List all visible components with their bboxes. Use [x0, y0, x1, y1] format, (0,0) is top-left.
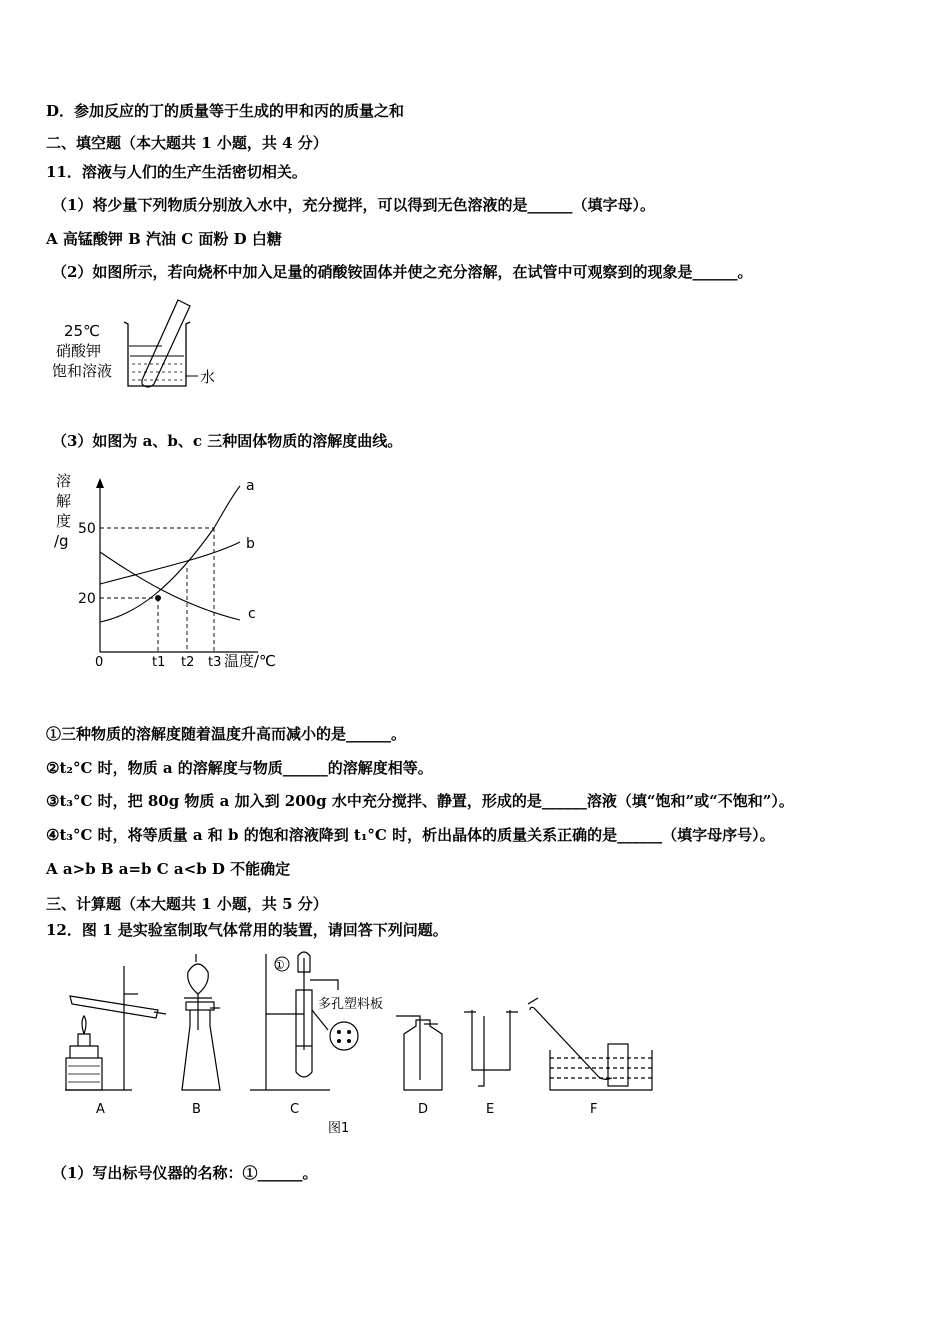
question-12-part-1: （1）写出标号仪器的名称：①______。	[52, 1164, 318, 1182]
curve-b	[100, 542, 240, 584]
apparatus-b	[182, 954, 220, 1090]
question-11-sub-2: ②t₂°C 时，物质 a 的溶解度与物质______的溶解度相等。	[46, 759, 433, 777]
label-c: C	[290, 1102, 300, 1117]
series-label-c: c	[248, 606, 256, 622]
beaker-figure	[50, 298, 240, 398]
apparatus-f	[528, 998, 652, 1090]
x-axis-label: 温度/℃	[224, 652, 276, 670]
x-tick-t2: t2	[181, 655, 195, 670]
label-f: F	[590, 1102, 598, 1117]
series-label-a: a	[246, 478, 255, 494]
x-tick-t1: t1	[152, 655, 166, 670]
question-11-part-1-options: A 高锰酸钾 B 汽油 C 面粉 D 白糖	[46, 230, 282, 248]
ylabel-char-2: 解	[56, 492, 72, 510]
question-11-title: 11．溶液与人们的生产生活密切相关。	[46, 163, 307, 181]
solubility-chart	[48, 466, 298, 676]
question-12-title: 12．图 1 是实验室制取气体常用的装置，请回答下列问题。	[46, 921, 448, 939]
beaker-solute-label: 硝酸钾	[56, 342, 102, 360]
question-11-sub-3: ③t₃°C 时，把 80g 物质 a 加入到 200g 水中充分搅拌、静置，形成的是______溶液（填“饱和”或“不饱和”）。	[46, 792, 794, 810]
question-11-part-1: （1）将少量下列物质分别放入水中，充分搅拌，可以得到无色溶液的是______（填字母）。	[52, 196, 655, 214]
x-tick-t3: t3	[208, 655, 222, 670]
question-11-sub-4-options: A a>b B a=b C a<b D 不能确定	[46, 860, 291, 878]
origin-label: 0	[95, 655, 104, 670]
apparatus-e	[464, 1010, 518, 1086]
question-11-part-3: （3）如图为 a、b、c 三种固体物质的溶解度曲线。	[52, 432, 403, 450]
question-11-part-2: （2）如图所示，若向烧杯中加入足量的硝酸铵固体并使之充分溶解，在试管中可观察到的现象是______。	[52, 263, 753, 281]
figure-caption: 图1	[328, 1121, 350, 1136]
option-d: D．参加反应的丁的质量等于生成的甲和丙的质量之和	[46, 102, 405, 120]
porous-plate-holes	[337, 1030, 351, 1043]
question-11-sub-4: ④t₃°C 时，将等质量 a 和 b 的饱和溶液降到 t₁°C 时，析出晶体的质量关系正确的是______（填字母序号）。	[46, 826, 775, 844]
water-label: 水	[200, 368, 216, 386]
plate-label: 多孔塑料板	[318, 997, 384, 1012]
label-d: D	[418, 1102, 429, 1117]
apparatus-d	[396, 1016, 442, 1090]
question-11-sub-1: ①三种物质的溶解度随着温度升高而减小的是______。	[46, 725, 407, 743]
ylabel-char-4: /g	[54, 532, 69, 550]
label-e: E	[486, 1102, 495, 1117]
label-a: A	[96, 1102, 105, 1117]
curve-c	[100, 552, 240, 620]
intersection-point	[155, 595, 161, 601]
apparatus-c	[250, 952, 358, 1090]
apparatus-figure	[60, 950, 670, 1142]
label-b: B	[192, 1102, 201, 1117]
marker-1: ①	[274, 958, 285, 972]
y-tick-20: 20	[78, 591, 96, 607]
beaker-solution-label: 饱和溶液	[52, 362, 113, 380]
series-label-b: b	[246, 536, 255, 552]
ylabel-char-3: 度	[56, 512, 72, 530]
curve-a	[100, 486, 240, 622]
section-3-heading: 三、计算题（本大题共 1 小题，共 5 分）	[46, 895, 328, 913]
apparatus-a	[65, 966, 166, 1090]
test-tube	[142, 300, 190, 387]
ylabel-char-1: 溶	[56, 472, 72, 490]
y-axis-arrow	[96, 478, 104, 488]
y-tick-50: 50	[78, 521, 96, 537]
section-2-heading: 二、填空题（本大题共 1 小题，共 4 分）	[46, 134, 328, 152]
beaker-temp-label: 25℃	[64, 322, 100, 340]
